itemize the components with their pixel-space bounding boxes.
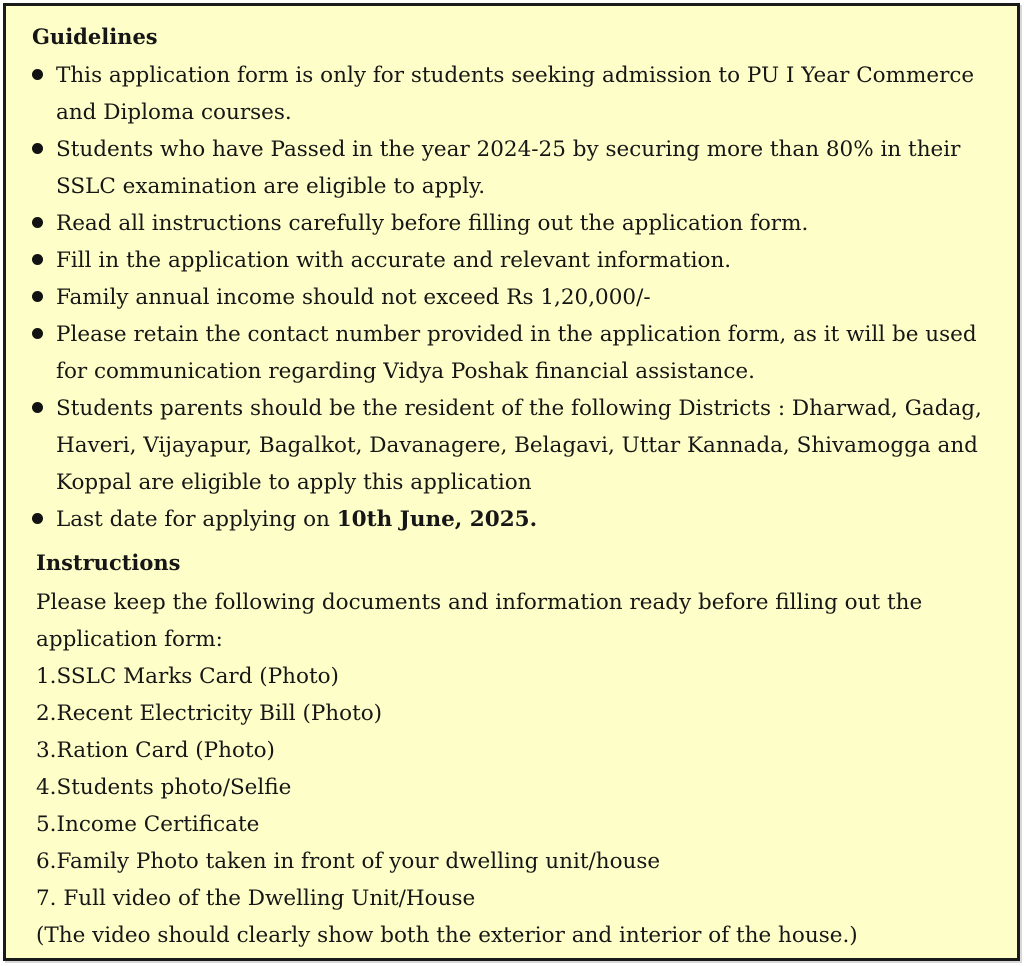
guideline-text: This application form is only for students seeking admission to PU I Year Commerce and Diploma courses. xyxy=(56,63,975,125)
guidelines-heading: Guidelines xyxy=(32,24,158,49)
bullet-icon xyxy=(32,513,43,524)
guideline-item xyxy=(31,316,1006,390)
document-item: 7. Full video of the Dwelling Unit/House xyxy=(36,886,476,911)
video-note: (The video should clearly show both the exterior and interior of the house.) xyxy=(36,923,858,948)
document-item: 5.Income Certificate xyxy=(36,812,260,837)
bullet-icon xyxy=(32,143,43,154)
guideline-item xyxy=(31,131,1006,205)
instructions-heading: Instructions xyxy=(36,550,181,575)
guidelines-panel xyxy=(3,3,1020,961)
bullet-icon xyxy=(32,291,43,302)
document-item: 4.Students photo/Selfie xyxy=(36,775,292,800)
guideline-item xyxy=(31,390,1006,501)
guideline-text: Fill in the application with accurate and relevant information. xyxy=(56,248,732,273)
document-item: 2.Recent Electricity Bill (Photo) xyxy=(36,701,383,726)
bullet-icon xyxy=(32,254,43,265)
guideline-item xyxy=(31,57,1006,131)
guideline-item xyxy=(31,279,1006,316)
guideline-text: Family annual income should not exceed Rs 1,20,000/- xyxy=(56,285,651,310)
guideline-item xyxy=(31,205,1006,242)
bullet-icon xyxy=(32,69,43,80)
guideline-text: Students who have Passed in the year 2024-25 by securing more than 80% in their SSLC examination are eligible to apply. xyxy=(56,137,961,199)
instructions-intro: Please keep the following documents and information ready before filling out the application form: xyxy=(36,590,923,652)
guideline-item-last-date xyxy=(31,501,1006,538)
last-date: 10th June, 2025. xyxy=(336,507,538,532)
bullet-icon xyxy=(32,402,43,413)
guidelines-list xyxy=(31,57,1006,538)
document-item: 1.SSLC Marks Card (Photo) xyxy=(36,664,339,689)
guideline-text: Please retain the contact number provided in the application form, as it will be used for communication regarding Vidya Poshak financial assistance. xyxy=(56,322,977,384)
guideline-item xyxy=(31,242,1006,279)
document-item: 3.Ration Card (Photo) xyxy=(36,738,275,763)
bullet-icon xyxy=(32,217,43,228)
bullet-icon xyxy=(32,328,43,339)
guideline-text: Students parents should be the resident of the following Districts : Dharwad, Gadag, Haveri, Vijayapur, Bagalkot, Davanagere, Belagavi, Uttar Kannada, Shivamogga and Koppal are eligible to apply this application xyxy=(56,396,982,495)
document-item: 6.Family Photo taken in front of your dwelling unit/house xyxy=(36,849,661,874)
instructions-body xyxy=(36,584,1016,954)
last-date-prefix: Last date for applying on xyxy=(56,507,337,532)
guideline-text: Read all instructions carefully before filling out the application form. xyxy=(56,211,809,236)
